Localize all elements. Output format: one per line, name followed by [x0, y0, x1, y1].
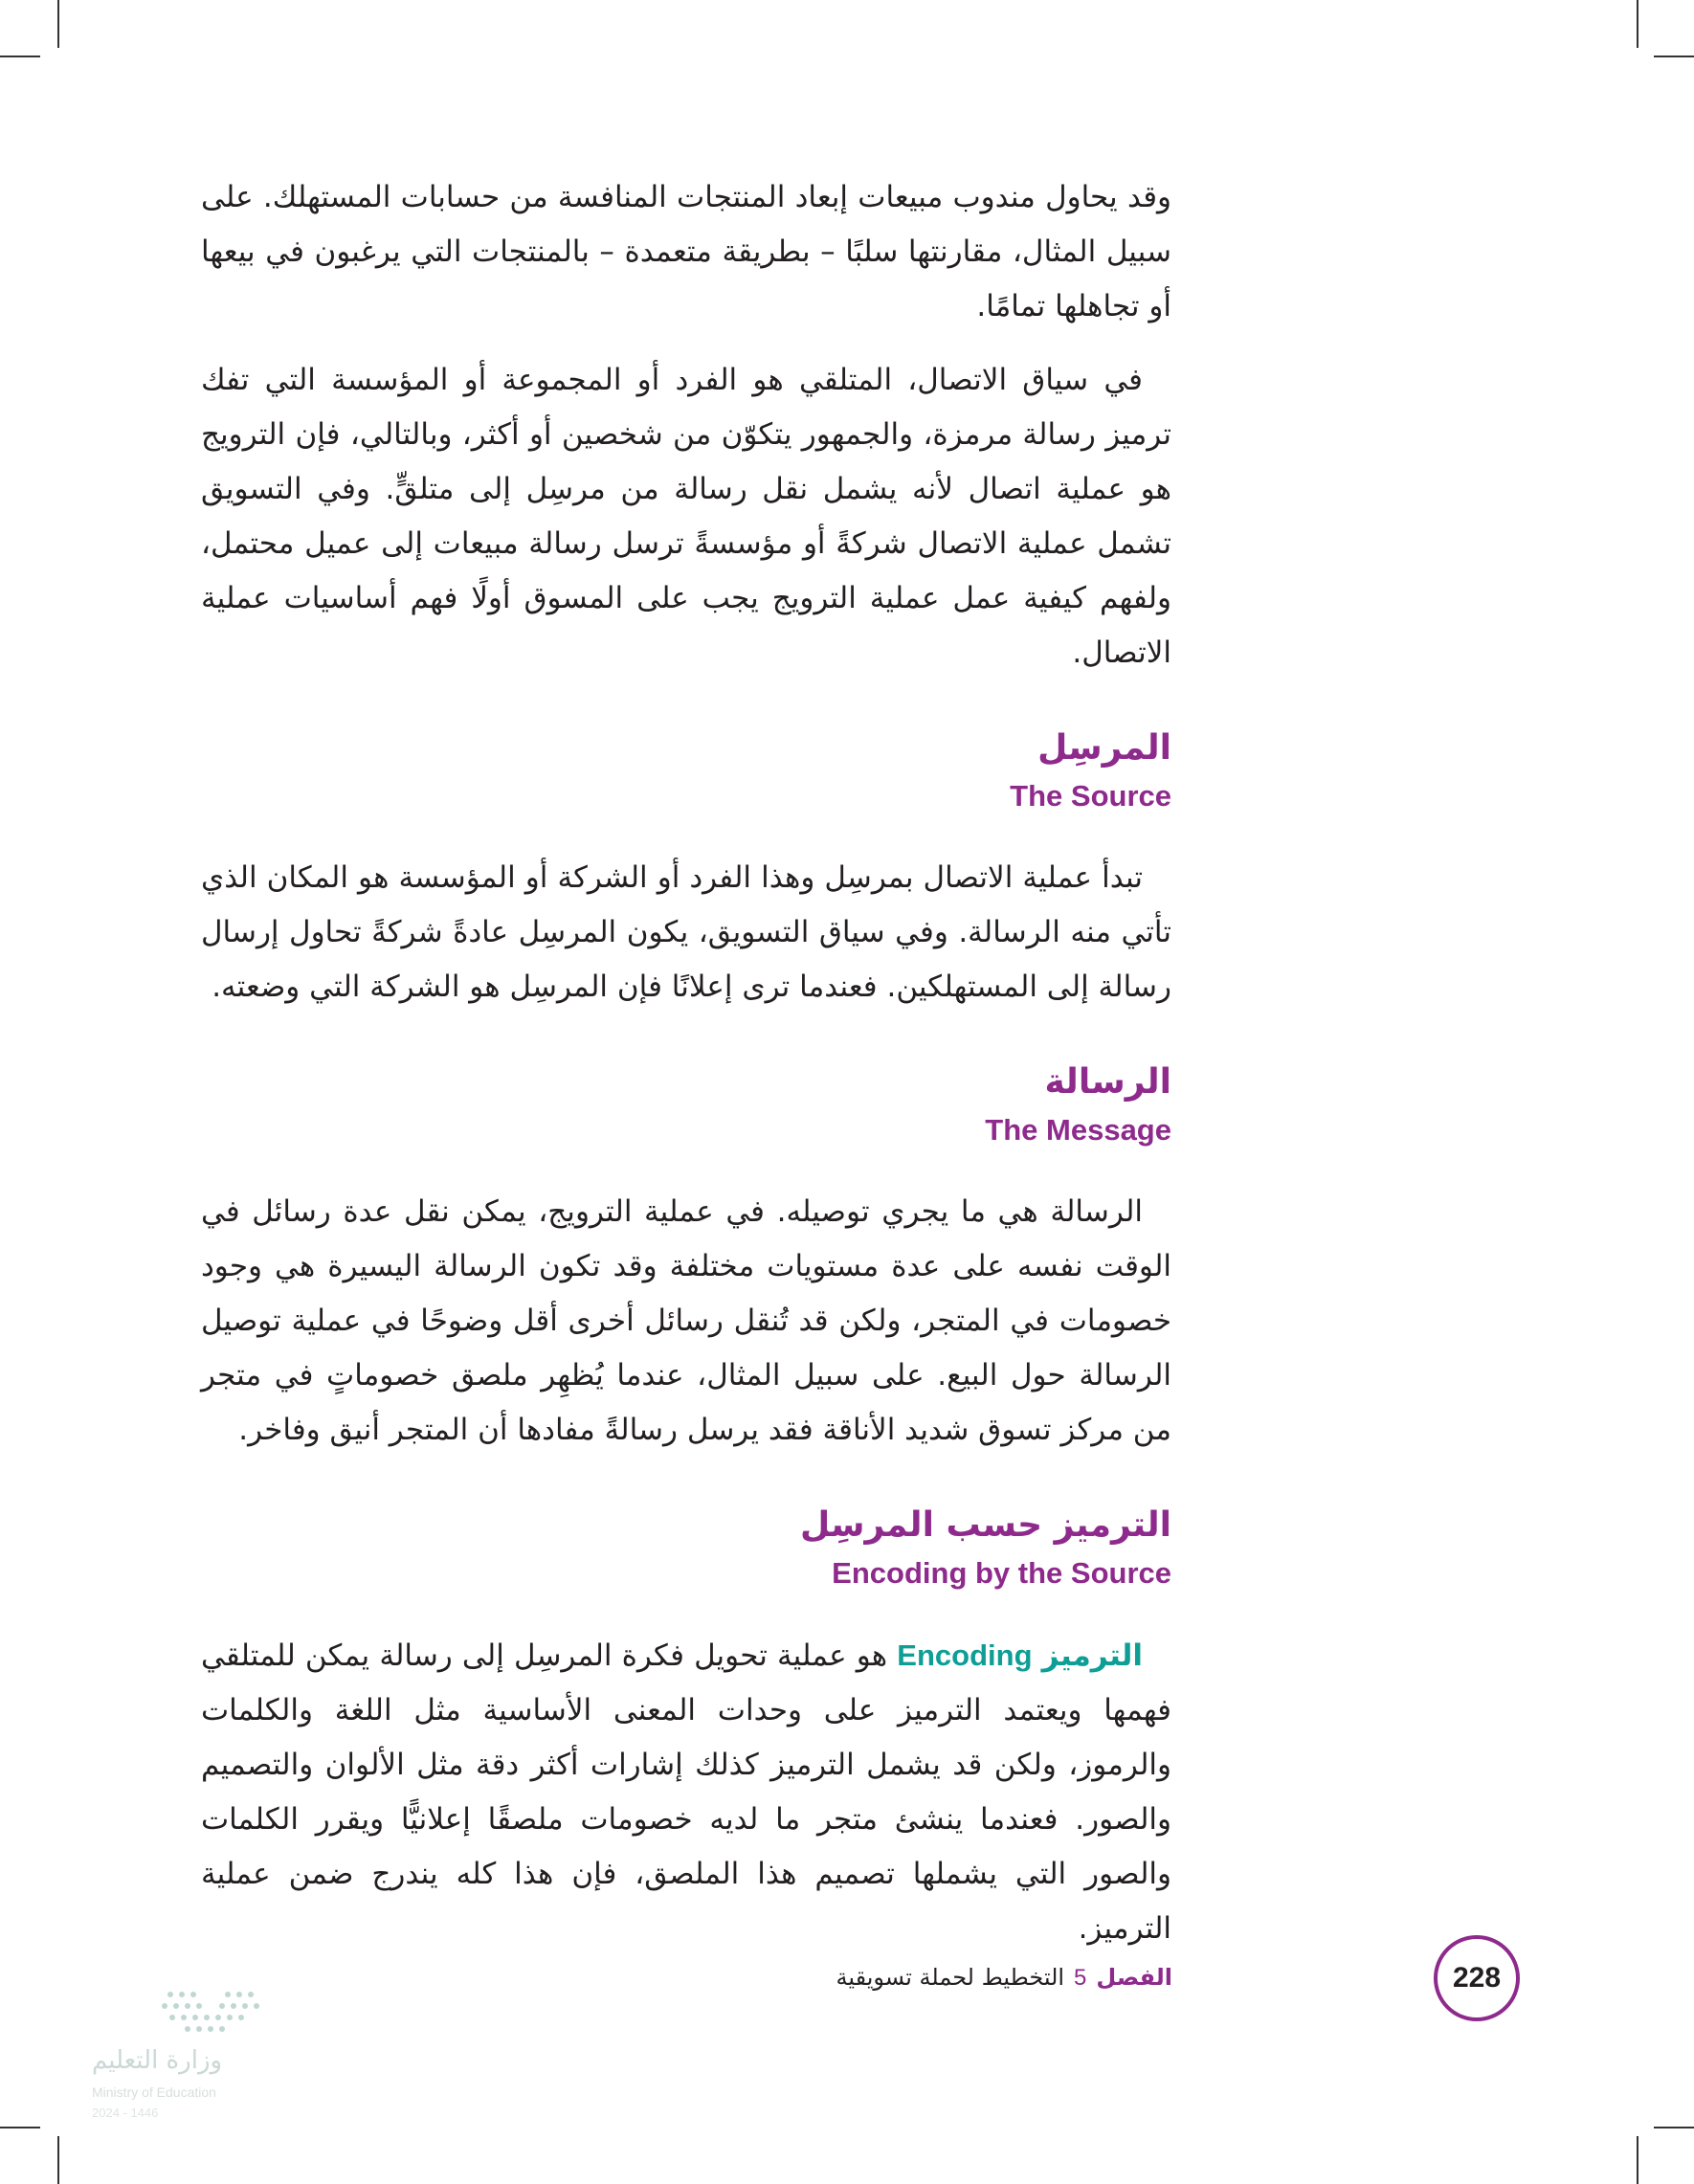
heading-arabic: الترميز حسب المرسِل: [799, 1505, 1171, 1545]
source-paragraph: تبدأ عملية الاتصال بمرسِل وهذا الفرد أو الشركة أو المؤسسة هو المكان الذي تأتي منه الرسالة. وفي سياق التسويق، يكون المرسِل عادةً شركةً تحاول إرسال رسالة إلى المستهلكين. فعندما ترى إعلانًا فإن المرسِل هو الشركة التي وضعته.: [201, 860, 1171, 1004]
encoding-body: هو عملية تحويل فكرة المرسِل إلى رسالة يمكن للمتلقي فهمها ويعتمد الترميز على وحدات المعنى الأساسية مثل اللغة والكلمات والرموز، ولكن قد يشمل الترميز كذلك إشارات أكثر دقة مثل الألوان والتصميم والصور. فعندما ينشئ متجر ما لديه خصومات ملصقًا إعلانيًّا ويقرر الكلمات والصور التي يشملها تصميم هذا الملصق، فإن هذا كله يندرج ضمن عملية الترميز.: [201, 1638, 1171, 1946]
crop-mark: [57, 2136, 59, 2184]
intro-paragraph: وقد يحاول مندوب مبيعات إبعاد المنتجات المنافسة من حسابات المستهلك. على سبيل المثال، مقارنتها سلبًا – بطريقة متعمدة – بالمنتجات التي يرغبون في بيعها أو تجاهلها تمامًا.: [201, 180, 1171, 323]
crop-mark: [1654, 56, 1694, 57]
message-paragraph: الرسالة هي ما يجري توصيله. في عملية الترويج، يمكن نقل عدة رسائل في الوقت نفسه على عدة مستويات مختلفة وقد تكون الرسالة اليسيرة هي وجود خصومات في المتجر، ولكن قد تُنقل رسائل أخرى أقل وضوحًا في عملية توصيل الرسالة حول البيع. على سبيل المثال، عندما يُظهِر ملصق خصوماتٍ في متجر من مركز تسوق شديد الأناقة فقد يرسل رسالةً مفادها أن المتجر أنيق وفاخر.: [201, 1194, 1171, 1447]
section-heading-encoding: [201, 1500, 1171, 1595]
ministry-name-arabic: وزارة التعليم: [92, 2046, 223, 2075]
ministry-logo: [92, 1987, 322, 2130]
section-heading-message: [201, 1057, 1171, 1152]
page-number: 228: [1434, 1935, 1520, 2021]
crop-mark: [0, 56, 40, 57]
heading-arabic: الرسالة: [1044, 1062, 1171, 1102]
ministry-name-english: Ministry of Education: [92, 2084, 216, 2100]
crop-mark: [1637, 2136, 1638, 2184]
chapter-number: 5: [1074, 1965, 1087, 1991]
crop-mark: [0, 2127, 40, 2128]
chapter-title: التخطيط لحملة تسويقية: [836, 1964, 1065, 1991]
chapter-label: الفصل: [1096, 1964, 1172, 1991]
heading-english: The Message: [985, 1113, 1171, 1147]
heading-arabic: المرسِل: [1037, 728, 1171, 768]
key-term-english: Encoding: [897, 1638, 1033, 1672]
ministry-dots-icon: [92, 1987, 322, 2040]
crop-mark: [57, 0, 59, 48]
intro-paragraph: في سياق الاتصال، المتلقي هو الفرد أو المجموعة أو المؤسسة التي تفك ترميز رسالة مرمزة، والجمهور يتكوّن من شخصين أو أكثر، وبالتالي، فإن الترويج هو عملية اتصال لأنه يشمل نقل رسالة من مرسِل إلى متلقٍّ. وفي التسويق تشمل عملية الاتصال شركةً أو مؤسسةً ترسل رسالة مبيعات إلى عميل محتمل، ولفهم كيفية عمل عملية الترويج يجب على المسوق أولًا فهم أساسيات عملية الاتصال.: [201, 363, 1171, 670]
page-content: [201, 170, 1171, 1956]
key-term-arabic: الترميز: [1041, 1638, 1144, 1673]
heading-english: The Source: [1010, 779, 1171, 813]
heading-english: Encoding by the Source: [832, 1556, 1171, 1590]
section-heading-source: [201, 723, 1171, 818]
encoding-paragraph: [201, 1628, 1171, 1956]
crop-mark: [1637, 0, 1638, 48]
ministry-year: 2024 - 1446: [92, 2106, 159, 2120]
chapter-info: [836, 1960, 1172, 1995]
crop-mark: [1654, 2127, 1694, 2128]
